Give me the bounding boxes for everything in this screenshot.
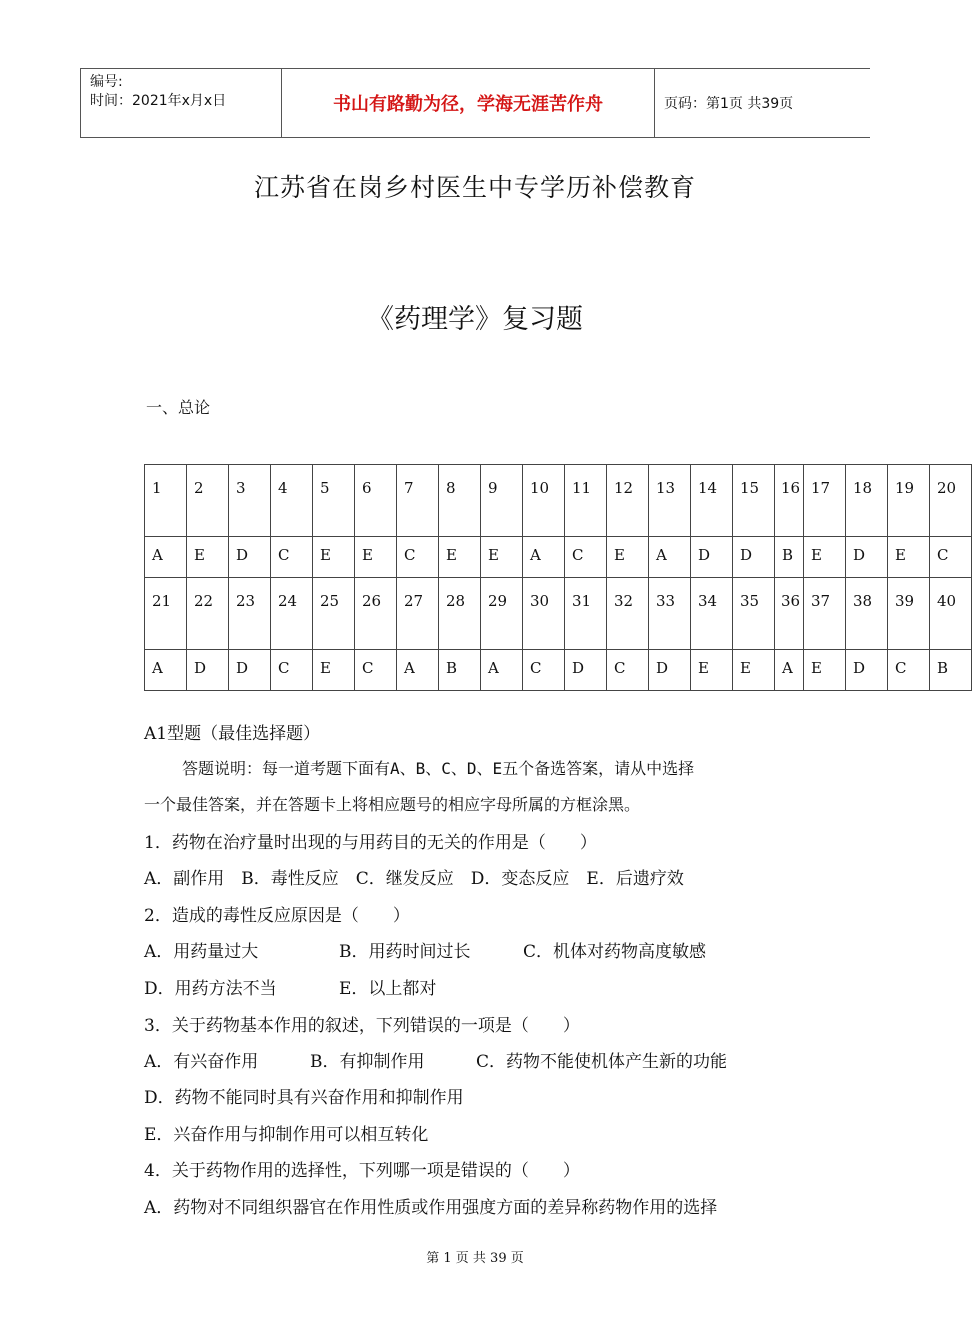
option-a: A．用药量过大	[144, 942, 259, 962]
answer-cell: D	[649, 650, 691, 691]
question-number-cell: 3	[229, 465, 271, 537]
answer-cell: D	[229, 537, 271, 578]
question-number-cell: 25	[313, 578, 355, 650]
answer-cell: C	[397, 537, 439, 578]
question-number-cell: 27	[397, 578, 439, 650]
question-number-cell: 24	[271, 578, 313, 650]
question-number-cell: 38	[846, 578, 888, 650]
question-number-cell: 10	[523, 465, 565, 537]
answer-cell: B	[930, 650, 972, 691]
question-number-cell: 30	[523, 578, 565, 650]
answer-cell: E	[313, 650, 355, 691]
question-number-cell: 31	[565, 578, 607, 650]
answer-cell: C	[607, 650, 649, 691]
question-number-cell: 12	[607, 465, 649, 537]
question-number-cell: 18	[846, 465, 888, 537]
answer-cell: E	[691, 650, 733, 691]
answer-cell: E	[313, 537, 355, 578]
header-page-info: 页码：第1页 共39页	[664, 96, 794, 112]
instruction-line: 答题说明：每一道考题下面有A、B、C、D、E五个备选答案，请从中选择	[182, 759, 695, 778]
header-divider	[654, 69, 655, 137]
question-number-cell: 5	[313, 465, 355, 537]
answer-cell: A	[145, 650, 187, 691]
question-number-cell: 11	[565, 465, 607, 537]
question-3: 3．关于药物基本作用的叙述，下列错误的一项是（ ）	[144, 1016, 580, 1036]
option-a: A．药物对不同组织器官在作用性质或作用强度方面的差异称药物作用的选择	[144, 1198, 718, 1218]
question-number-cell: 26	[355, 578, 397, 650]
answer-cell: D	[187, 650, 229, 691]
header-meta	[90, 73, 226, 111]
answer-cell: A	[397, 650, 439, 691]
question-number-cell: 8	[439, 465, 481, 537]
question-1-options: A．副作用 B．毒性反应 C．继发反应 D．变态反应 E．后遗疗效	[144, 869, 684, 889]
question-number-cell: 36	[775, 578, 804, 650]
question-number-cell: 16	[775, 465, 804, 537]
answer-cell: A	[775, 650, 804, 691]
answer-cell: C	[271, 650, 313, 691]
question-number-cell: 39	[888, 578, 930, 650]
a1-heading: A1型题（最佳选择题）	[144, 724, 321, 744]
option-e: E．以上都对	[339, 979, 437, 999]
serial-label: 编号:	[90, 74, 123, 90]
question-number-cell: 13	[649, 465, 691, 537]
answer-cell: A	[145, 537, 187, 578]
option-a: A．有兴奋作用	[144, 1052, 259, 1072]
answer-cell: E	[888, 537, 930, 578]
question-number-cell: 33	[649, 578, 691, 650]
question-number-cell: 4	[271, 465, 313, 537]
answer-cell: B	[775, 537, 804, 578]
question-number-cell: 35	[733, 578, 775, 650]
answer-cell: D	[733, 537, 775, 578]
question-number-cell: 20	[930, 465, 972, 537]
document-header	[80, 68, 870, 138]
answer-cell: A	[481, 650, 523, 691]
answer-cell: D	[229, 650, 271, 691]
answer-cell: C	[888, 650, 930, 691]
option-c: C．药物不能使机体产生新的功能	[476, 1052, 728, 1072]
option-e: E．兴奋作用与抑制作用可以相互转化	[144, 1125, 429, 1145]
header-motto: 书山有路勤为径，学海无涯苦作舟	[333, 94, 603, 115]
question-number-cell: 15	[733, 465, 775, 537]
question-number-cell: 21	[145, 578, 187, 650]
table-row	[145, 537, 972, 578]
question-number-cell: 32	[607, 578, 649, 650]
question-number-cell: 1	[145, 465, 187, 537]
question-number-cell: 7	[397, 465, 439, 537]
question-1: 1．药物在治疗量时出现的与用药目的无关的作用是（ ）	[144, 833, 597, 853]
question-number-cell: 40	[930, 578, 972, 650]
table-row	[145, 465, 972, 537]
answer-cell: C	[271, 537, 313, 578]
answer-cell: C	[523, 650, 565, 691]
answer-cell: E	[481, 537, 523, 578]
question-2: 2．造成的毒性反应原因是（ ）	[144, 906, 410, 926]
answer-cell: E	[804, 650, 846, 691]
table-row	[145, 578, 972, 650]
header-divider	[80, 69, 81, 137]
answer-cell: E	[439, 537, 481, 578]
question-number-cell: 17	[804, 465, 846, 537]
option-c: C．机体对药物高度敏感	[523, 942, 707, 962]
question-number-cell: 6	[355, 465, 397, 537]
answer-cell: D	[691, 537, 733, 578]
question-number-cell: 19	[888, 465, 930, 537]
question-number-cell: 28	[439, 578, 481, 650]
answer-cell: E	[607, 537, 649, 578]
question-number-cell: 37	[804, 578, 846, 650]
answer-cell: E	[804, 537, 846, 578]
option-b: B．用药时间过长	[339, 942, 471, 962]
answer-cell: D	[846, 537, 888, 578]
question-number-cell: 22	[187, 578, 229, 650]
option-d: D．用药方法不当	[144, 979, 277, 999]
answer-table	[144, 464, 972, 691]
answer-cell: E	[355, 537, 397, 578]
document-subtitle: 《药理学》复习题	[367, 304, 583, 335]
answer-cell: C	[355, 650, 397, 691]
instruction-line: 一个最佳答案，并在答题卡上将相应题号的相应字母所属的方框涂黑。	[144, 795, 641, 814]
question-number-cell: 23	[229, 578, 271, 650]
option-d: D．药物不能同时具有兴奋作用和抑制作用	[144, 1088, 464, 1108]
answer-cell: C	[930, 537, 972, 578]
document-title: 江苏省在岗乡村医生中专学历补偿教育	[253, 173, 696, 202]
section-heading: 一、总论	[146, 398, 211, 417]
answer-cell: D	[846, 650, 888, 691]
time-label: 时间：2021年x月x日	[90, 93, 227, 109]
table-row	[145, 650, 972, 691]
option-b: B．有抑制作用	[310, 1052, 425, 1072]
question-4: 4．关于药物作用的选择性，下列哪一项是错误的（ ）	[144, 1161, 580, 1181]
answer-cell: D	[565, 650, 607, 691]
answer-cell: C	[565, 537, 607, 578]
page-footer: 第 1 页 共 39 页	[426, 1251, 524, 1266]
answer-cell: A	[649, 537, 691, 578]
answer-cell: E	[187, 537, 229, 578]
question-number-cell: 34	[691, 578, 733, 650]
question-number-cell: 9	[481, 465, 523, 537]
answer-cell: B	[439, 650, 481, 691]
answer-cell: A	[523, 537, 565, 578]
question-number-cell: 2	[187, 465, 229, 537]
question-number-cell: 14	[691, 465, 733, 537]
answer-cell: E	[733, 650, 775, 691]
question-number-cell: 29	[481, 578, 523, 650]
